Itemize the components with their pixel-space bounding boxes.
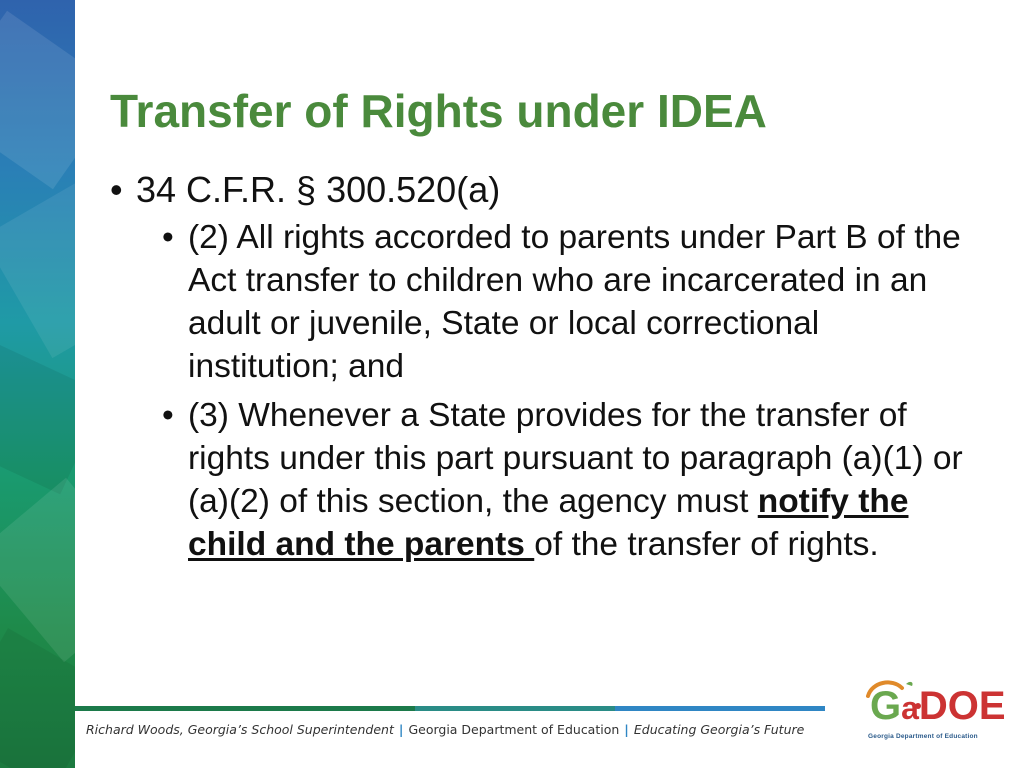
decorative-side-band [0, 0, 75, 768]
sub-bullet-text-before: (3) Whenever a State provides for the transfer of rights under this part pursuant to paragraph (a)(1) or (a)(2) of this section, the agency must [188, 397, 963, 520]
gadoe-logo [862, 676, 1006, 746]
logo-letters-doe: DOE [918, 684, 1006, 728]
footer-separator: | [398, 722, 404, 737]
emphasized-text: notify the child and the parents [188, 483, 909, 563]
slide-content [110, 168, 990, 572]
band-facet [0, 11, 75, 190]
logo-letter-g: G [870, 684, 902, 728]
footer [86, 722, 804, 737]
sub-bullet-text-after: of the transfer of rights. [534, 526, 879, 563]
sub-bullet-2 [162, 394, 978, 566]
sub-bullet-1 [162, 216, 978, 388]
footer-divider-segment [415, 706, 615, 711]
logo-wordmark [870, 684, 1006, 730]
footer-superintendent: Richard Woods, Georgia’s School Superintendent [86, 722, 394, 737]
bullet-dot: • [110, 169, 123, 210]
logo-letter-a: a [901, 690, 919, 726]
band-facet [0, 336, 75, 495]
footer-tagline: Educating Georgia’s Future [633, 722, 805, 737]
band-facet [0, 182, 75, 358]
footer-divider-segment [75, 706, 415, 711]
footer-divider [75, 706, 825, 711]
footer-separator: | [624, 722, 629, 737]
logo-subtitle: Georgia Department of Education [868, 733, 978, 740]
footer-department: Georgia Department of Education [408, 722, 620, 737]
bullet-text: 34 C.F.R. § 300.520(a) [136, 169, 501, 210]
sub-bullet-text: (2) All rights accorded to parents under Part B of the Act transfer to children who are incarcerated in an adult or juvenile, State or local correctional institution; and [188, 219, 961, 385]
bullet-level1 [110, 168, 990, 212]
bullet-dot: • [162, 219, 174, 256]
bullet-dot: • [162, 397, 174, 434]
footer-divider-segment [615, 706, 825, 711]
slide-title: Transfer of Rights under IDEA [110, 85, 767, 137]
